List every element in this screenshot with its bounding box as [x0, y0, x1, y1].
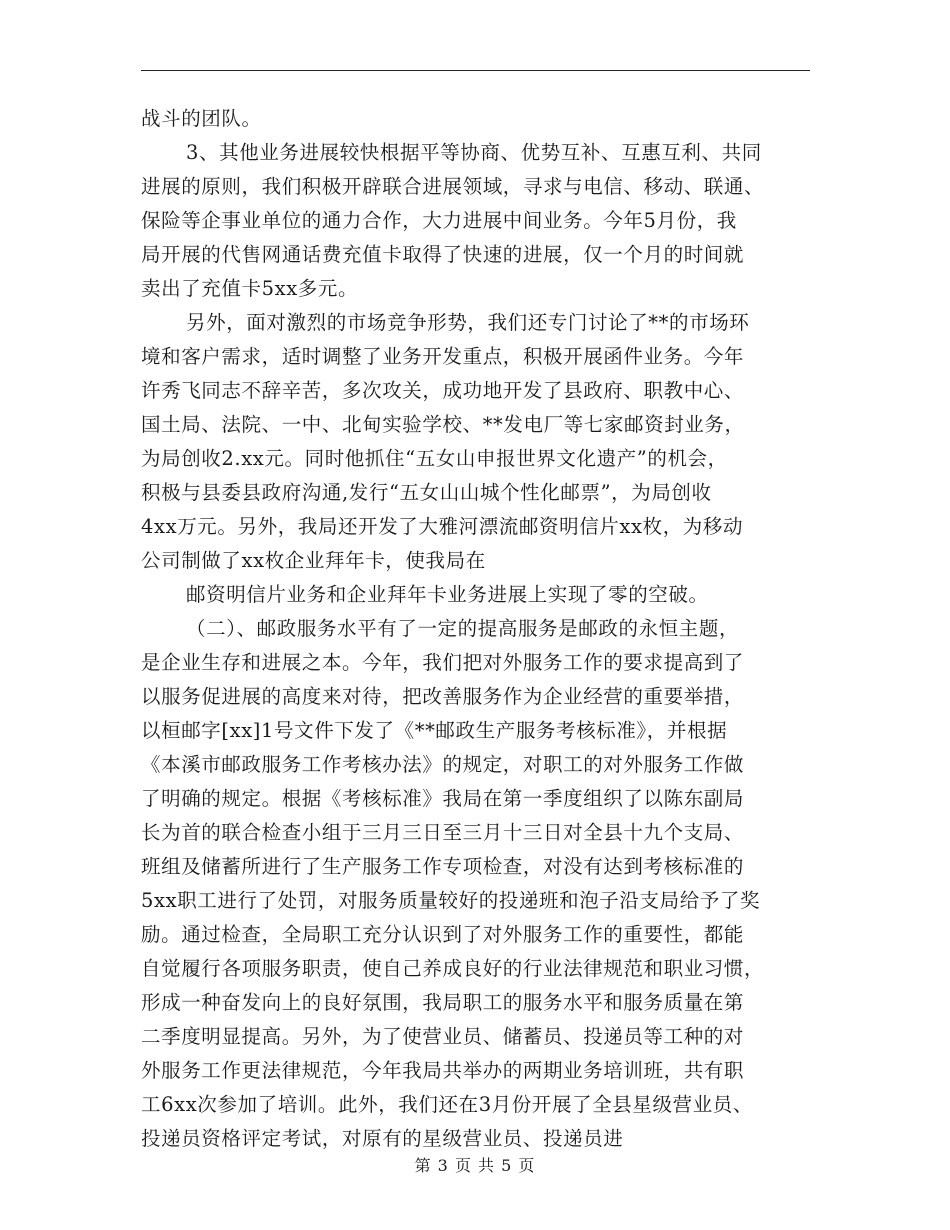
text-line: 4xx万元。另外，我局还开发了大雅河漂流邮资明信片xx枚，为移动: [141, 515, 744, 538]
text-line: 了明确的规定。根据《考核标准》我局在第一季度组织了以陈东副局: [141, 787, 745, 810]
text-line: 自觉履行各项服务职责，使自己养成良好的行业法律规范和职业习惯，: [141, 957, 765, 980]
text-line: 《本溪市邮政服务工作考核办法》的规定，对职工的对外服务工作做: [141, 753, 745, 776]
text-line: 形成一种奋发向上的良好氛围，我局职工的服务水平和服务质量在第: [141, 991, 745, 1014]
text-line: 励。通过检查，全局职工充分认识到了对外服务工作的重要性，都能: [141, 923, 745, 946]
text-line: 是企业生存和进展之本。今年，我们把对外服务工作的要求提高到了: [141, 651, 745, 674]
text-line: 3、其他业务进展较快根据平等协商、优势互补、互惠互利、共同: [186, 141, 762, 164]
text-line: 外服务工作更法律规范，今年我局共举办的两期业务培训班，共有职: [141, 1059, 745, 1082]
text-line: 保险等企事业单位的通力合作，大力进展中间业务。今年5月份，我: [141, 209, 737, 232]
text-line: 工6xx次参加了培训。此外，我们还在3月份开展了全县星级营业员、: [141, 1093, 754, 1116]
text-line: 以桓邮字[xx]1号文件下发了《**邮政生产服务考核标准》，并根据: [141, 719, 728, 742]
text-line: 二季度明显提高。另外，为了使营业员、储蓄员、投递员等工种的对: [141, 1025, 745, 1048]
text-line: 积极与县委县政府沟通,发行“五女山山城个性化邮票”，为局创收: [141, 481, 712, 504]
header-rule: [141, 70, 810, 71]
text-line: 投递员资格评定考试，对原有的星级营业员、投递员进: [141, 1127, 624, 1150]
text-line: 班组及储蓄所进行了生产服务工作专项检查，对没有达到考核标准的: [141, 855, 745, 878]
text-line: 卖出了充值卡5xx多元。: [141, 277, 359, 300]
text-line: 邮资明信片业务和企业拜年卡业务进展上实现了零的空破。: [186, 583, 709, 606]
text-line: 5xx职工进行了处罚，对服务质量较好的投递班和泡子沿支局给予了奖: [141, 889, 761, 912]
text-line: 局开展的代售网通话费充值卡取得了快速的进展，仅一个月的时间就: [141, 243, 745, 266]
text-line: 公司制做了xx枚企业拜年卡，使我局在: [141, 549, 486, 572]
text-line: 战斗的团队。: [141, 107, 262, 130]
text-line: 另外，面对激烈的市场竞争形势，我们还专门讨论了**的市场环: [186, 311, 750, 334]
text-line: 为局创收2.xx元。同时他抓住“五女山申报世界文化遗产”的机会，: [141, 447, 728, 470]
text-line: 进展的原则，我们积极开辟联合进展领域，寻求与电信、移动、联通、: [141, 175, 765, 198]
text-line: 长为首的联合检查小组于三月三日至三月十三日对全县十九个支局、: [141, 821, 745, 844]
text-line: 境和客户需求，适时调整了业务开发重点，积极开展函件业务。今年: [141, 345, 745, 368]
text-line: 以服务促进展的高度来对待，把改善服务作为企业经营的重要举措，: [141, 685, 745, 708]
text-line: （二）、邮政服务水平有了一定的提高服务是邮政的永恒主题，: [186, 617, 740, 640]
text-line: 国土局、法院、一中、北甸实验学校、**发电厂等七家邮资封业务，: [141, 413, 745, 436]
document-body: [141, 102, 813, 1156]
page-footer: 第 3 页 共 5 页: [414, 1156, 536, 1175]
text-line: 许秀飞同志不辞辛苦，多次攻关，成功地开发了县政府、职教中心、: [141, 379, 745, 402]
